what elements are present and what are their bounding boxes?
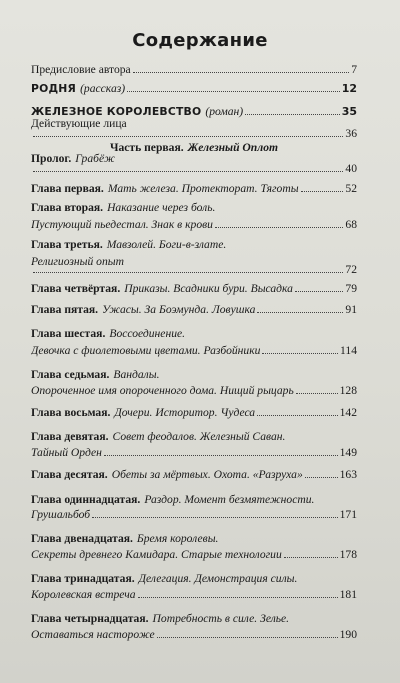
entry-label: Предисловие автора bbox=[31, 63, 131, 76]
dot-leader bbox=[157, 637, 338, 638]
dot-leader bbox=[257, 415, 338, 416]
toc-entry-chapter bbox=[31, 201, 357, 215]
story-title: РОДНЯ bbox=[31, 82, 77, 95]
dot-leader bbox=[33, 136, 343, 137]
chapter-titles: Обеты за мёртвых. Охота. «Разруха» bbox=[111, 468, 303, 481]
chapter-titles: Совет феодалов. Железный Саван. bbox=[112, 430, 286, 443]
toc-entry-chapter-cont bbox=[31, 628, 357, 642]
toc-entry-chapter-cont bbox=[31, 218, 357, 232]
dot-leader bbox=[127, 91, 340, 92]
toc-entry-chapter-cont bbox=[31, 446, 357, 460]
page-number: 149 bbox=[339, 446, 357, 459]
toc-entry-chapter bbox=[31, 493, 357, 507]
dot-leader bbox=[262, 353, 338, 354]
dot-leader bbox=[296, 393, 338, 394]
toc-entry-chapter bbox=[31, 182, 357, 196]
chapter-titles: Делегация. Демонстрация силы. bbox=[138, 572, 298, 585]
chapter-titles: Ужасы. За Боэмунда. Ловушка bbox=[102, 303, 256, 316]
toc-entry-chapter bbox=[31, 532, 357, 546]
chapter-label: Глава пятая. bbox=[31, 303, 99, 316]
toc-entry-chapter-cont bbox=[31, 384, 357, 398]
toc-entry-chapter bbox=[31, 282, 357, 296]
toc-entry-chapter bbox=[31, 612, 357, 626]
chapter-titles: Мавзолей. Боги-в-злате. bbox=[106, 238, 227, 251]
toc-entry-prologue-page bbox=[31, 162, 357, 176]
chapter-titles: Потребность в силе. Зелье. bbox=[152, 612, 290, 625]
dot-leader bbox=[138, 597, 338, 598]
dot-leader bbox=[215, 227, 343, 228]
page-number: 91 bbox=[345, 303, 357, 316]
toc-entry-preface bbox=[31, 63, 357, 77]
dot-leader bbox=[92, 517, 338, 518]
table-of-contents bbox=[31, 0, 357, 683]
dot-leader bbox=[284, 557, 338, 558]
dot-leader bbox=[133, 72, 350, 73]
toc-entry-chapter bbox=[31, 406, 357, 420]
chapter-label: Глава первая. bbox=[31, 182, 104, 195]
chapter-label: Глава девятая. bbox=[31, 430, 109, 443]
page-number: 52 bbox=[345, 182, 357, 195]
chapter-titles-cont: Секреты древнего Камидара. Старые технологии bbox=[31, 548, 282, 561]
chapter-titles: Дочери. Историтор. Чудеса bbox=[114, 406, 256, 419]
page-number: 40 bbox=[345, 162, 357, 175]
chapter-titles: Вандалы. bbox=[113, 368, 160, 381]
page-number: 79 bbox=[345, 282, 357, 295]
toc-entry-chapter-page bbox=[31, 263, 357, 277]
toc-entry-characters-page bbox=[31, 127, 357, 141]
story-type: (рассказ) bbox=[80, 82, 126, 95]
chapter-label: Глава двенадцатая. bbox=[31, 532, 133, 545]
chapter-titles: Наказание через боль. bbox=[107, 201, 216, 214]
chapter-titles-cont: Оставаться настороже bbox=[31, 628, 155, 641]
toc-entry-chapter bbox=[31, 303, 357, 317]
page-number: 12 bbox=[341, 82, 357, 95]
part-title: Железный Оплот bbox=[187, 141, 279, 154]
dot-leader bbox=[295, 291, 343, 292]
toc-entry-chapter bbox=[31, 430, 357, 444]
chapter-titles-cont: Религиозный опыт bbox=[31, 255, 124, 268]
chapter-label: Глава четырнадцатая. bbox=[31, 612, 149, 625]
toc-entry-chapter-cont bbox=[31, 344, 357, 358]
toc-entry-chapter bbox=[31, 238, 357, 252]
chapter-label: Глава одиннадцатая. bbox=[31, 493, 141, 506]
page-number: 35 bbox=[341, 105, 357, 118]
page-number: 178 bbox=[339, 548, 357, 561]
toc-entry-chapter bbox=[31, 572, 357, 586]
novel-type: (роман) bbox=[205, 105, 244, 118]
page-number: 142 bbox=[339, 406, 357, 419]
chapter-titles-cont: Опороченное имя опороченного дома. Нищий рыцарь bbox=[31, 384, 294, 397]
dot-leader bbox=[33, 272, 343, 273]
chapter-titles-cont: Девочка с фиолетовыми цветами. Разбойники bbox=[31, 344, 261, 357]
page-number: 190 bbox=[339, 628, 357, 641]
page-number: 171 bbox=[339, 508, 357, 521]
chapter-label: Глава вторая. bbox=[31, 201, 104, 214]
chapter-titles-cont: Грушальбоб bbox=[31, 508, 91, 521]
page-number: 36 bbox=[345, 127, 357, 140]
chapter-titles: Воссоединение. bbox=[109, 327, 186, 340]
page-number: 7 bbox=[351, 63, 357, 76]
chapter-label: Глава третья. bbox=[31, 238, 103, 251]
chapter-label: Глава седьмая. bbox=[31, 368, 110, 381]
dot-leader bbox=[301, 191, 344, 192]
toc-entry-rodnya bbox=[31, 82, 357, 96]
toc-entry-chapter-cont bbox=[31, 588, 357, 602]
chapter-titles: Бремя королевы. bbox=[136, 532, 219, 545]
chapter-titles-cont: Пустующий пьедестал. Знак в крови bbox=[31, 218, 213, 231]
prologue-label: Пролог. bbox=[31, 152, 72, 165]
page-number: 72 bbox=[345, 263, 357, 276]
dot-leader bbox=[104, 455, 338, 456]
toc-entry-chapter-cont bbox=[31, 548, 357, 562]
page-number: 114 bbox=[340, 344, 357, 357]
toc-entry-chapter-cont bbox=[31, 508, 357, 522]
chapter-titles: Раздор. Момент безмятежности. bbox=[144, 493, 315, 506]
novel-title: ЖЕЛЕЗНОЕ КОРОЛЕВСТВО bbox=[31, 105, 202, 118]
dot-leader bbox=[305, 477, 338, 478]
page-title: Содержание bbox=[132, 30, 268, 51]
chapter-label: Глава тринадцатая. bbox=[31, 572, 135, 585]
part-label: Часть первая. bbox=[109, 141, 184, 154]
chapter-titles-cont: Тайный Орден bbox=[31, 446, 102, 459]
chapter-label: Глава восьмая. bbox=[31, 406, 111, 419]
page-number: 181 bbox=[339, 588, 357, 601]
toc-entry-chapter bbox=[31, 468, 357, 482]
dot-leader bbox=[257, 312, 343, 313]
chapter-label: Глава десятая. bbox=[31, 468, 108, 481]
toc-entry-chapter bbox=[31, 368, 357, 382]
entry-label: Действующие лица bbox=[31, 117, 127, 130]
dot-leader bbox=[245, 114, 340, 115]
toc-entry-chapter bbox=[31, 327, 357, 341]
chapter-titles: Приказы. Всадники бури. Высадка bbox=[124, 282, 293, 295]
chapter-titles: Мать железа. Протекторат. Тяготы bbox=[107, 182, 299, 195]
chapter-titles-cont: Королевская встреча bbox=[31, 588, 136, 601]
chapter-label: Глава четвёртая. bbox=[31, 282, 121, 295]
page-number: 163 bbox=[339, 468, 357, 481]
page-number: 128 bbox=[339, 384, 357, 397]
prologue-title: Грабёж bbox=[75, 152, 115, 165]
dot-leader bbox=[33, 171, 343, 172]
chapter-label: Глава шестая. bbox=[31, 327, 106, 340]
page-number: 68 bbox=[345, 218, 357, 231]
